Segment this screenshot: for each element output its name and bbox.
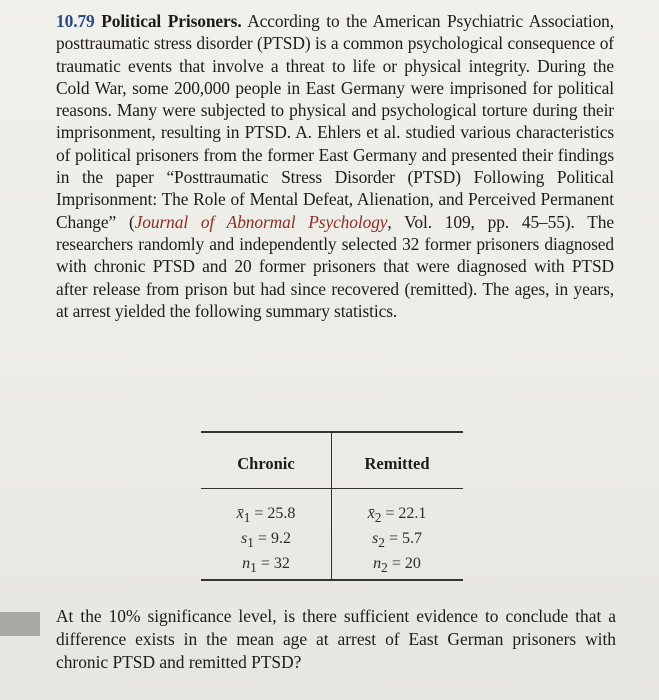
remitted-sd: $s_2 = 5.7$ [372,530,422,551]
page-edge-shadow [0,612,40,636]
summary-statistics-table [201,431,463,581]
chronic-n: $n_1 = 32$ [242,555,290,576]
chronic-sd: $s_1 = 9.2$ [241,530,291,551]
remitted-mean: $x̄_2 = 22.1$ [367,505,427,526]
problem-number: 10.79 [56,11,95,31]
problem-body-part-1: According to the American Psychiatric Association, posttraumatic stress disorder (PTSD) is a common psychological consequence of traumatic events that involve a threat to life or physical integrity. During the Cold War, some 200,000 people in East Germany were imprisoned for political reasons. Many were subjected to physical and psychological torture during their imprisonment, resulting in PTSD. A. Ehlers et al. studied various characteristics of political prisoners from the former East Germany and presented their findings in the paper “Posttraumatic Stress Disorder (PTSD) Following Political Imprisonment: The Role of Mental Defeat, Alienation, and Perceived Permanent Change” ( [56,11,615,232]
journal-name: Journal of Abnormal Psychology [134,211,388,232]
table-header-divider [201,488,463,489]
question-text: At the 10% significance level, is there sufficient evidence to conclude that a difference exists in the mean age at arrest of East German prisoners with chronic PTSD and remitted PTSD? [56,606,616,672]
header-remitted: Remitted [364,454,430,473]
header-chronic: Chronic [237,454,295,473]
chronic-stats [201,503,331,579]
problem-body-part-2: , Vol. 109, pp. 45–55). The researchers randomly and independently selected 32 former prisoners diagnosed with chronic PTSD and 20 former prisoners that were diagnosed with PTSD after release from prison but had since recovered (remitted). The ages, in years, at arrest yielded the following summary statistics. [56,211,614,321]
problem-title: Political Prisoners. [101,11,242,31]
problem-text [56,10,614,322]
remitted-stats [332,503,462,579]
remitted-n: $n_2 = 20$ [373,555,421,576]
chronic-mean: $x̄_1 = 25.8$ [236,505,296,526]
